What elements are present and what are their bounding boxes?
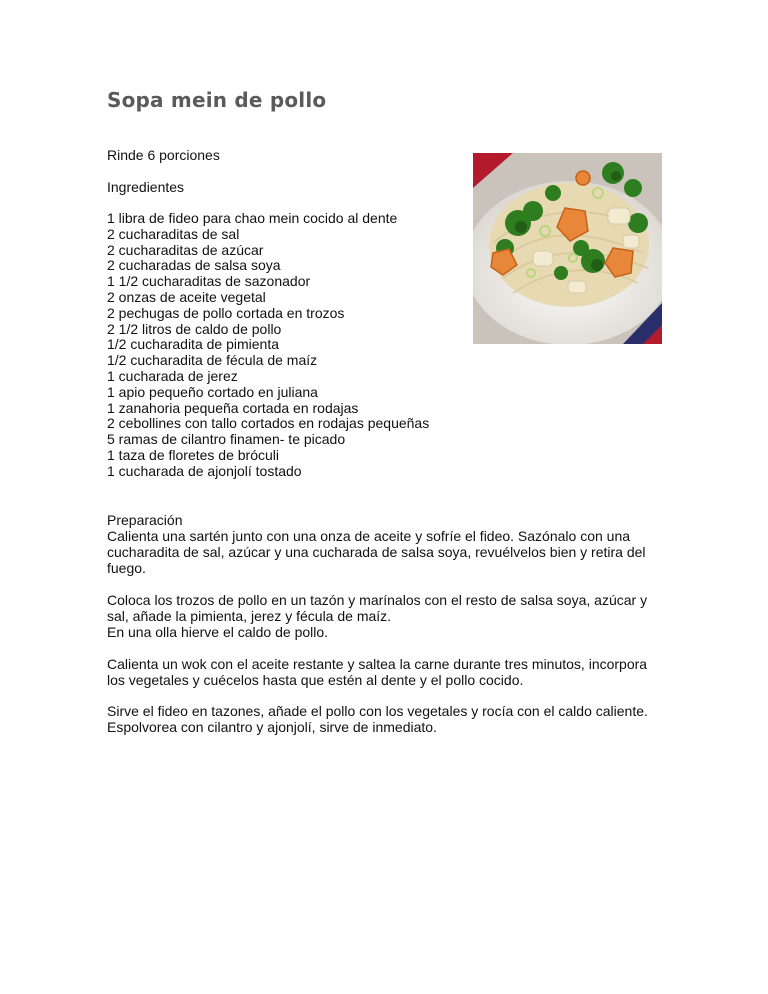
dish-photo-icon — [473, 153, 662, 344]
list-item: 1 1/2 cucharaditas de sazonador — [107, 273, 311, 290]
preparation-step-2 — [107, 592, 667, 640]
list-item: 5 ramas de cilantro finamen- te picado — [107, 431, 346, 448]
list-item: 1/2 cucharadita de pimienta — [107, 336, 279, 353]
list-item: 1/2 cucharadita de fécula de maíz — [107, 352, 318, 369]
list-item: 2 cucharadas de salsa soya — [107, 257, 281, 274]
list-item: 2 1/2 litros de caldo de pollo — [107, 320, 282, 337]
list-item: 1 cucharada de jerez — [107, 367, 238, 384]
preparation-step-2-note: En una olla hierve el caldo de pollo. — [107, 624, 329, 640]
list-item: 1 libra de fideo para chao mein cocido al dente — [107, 210, 398, 226]
recipe-yield: Rinde 6 porciones — [107, 147, 220, 163]
preparation-step-3: Calienta un wok con el aceite restante y saltea la carne durante tres minutos, incorpora los vegetales y cuécelos hasta que estén al dente y el pollo cocido. — [107, 656, 648, 688]
list-item: 2 cucharaditas de azúcar — [107, 241, 264, 258]
list-item: 1 apio pequeño cortado en juliana — [107, 383, 318, 400]
preparation-step-4: Sirve el fideo en tazones, añade el pollo con los vegetales y rocía con el caldo caliente. Espolvorea con cilantro y ajonjolí, sirve de inmediato. — [107, 703, 648, 735]
list-item: 2 cucharaditas de sal — [107, 225, 240, 242]
ingredients-list — [107, 211, 429, 480]
list-item: 1 zanahoria pequeña cortada en rodajas — [107, 399, 359, 416]
preparation-step-1: Calienta una sartén junto con una onza de aceite y sofríe el fideo. Sazónalo con una cucharadita de sal, azúcar y una cucharada de salsa soya, revuélvelos bien y retira del fuego. — [107, 528, 646, 576]
list-item: 2 onzas de aceite vegetal — [107, 288, 266, 305]
list-item: 1 cucharada de ajonjolí tostado — [107, 462, 302, 479]
recipe-title: Sopa mein de pollo — [107, 88, 327, 112]
list-item: 1 taza de floretes de bróculi — [107, 446, 279, 463]
list-item: 2 cebollines con tallo cortados en rodajas pequeñas — [107, 415, 430, 432]
list-item: 2 pechugas de pollo cortada en trozos — [107, 304, 345, 321]
preparation-step-2-text: Coloca los trozos de pollo en un tazón y marínalos con el resto de salsa soya, azúcar y sal, añade la pimienta, jerez y fécula de maíz. — [107, 592, 648, 624]
ingredients-heading: Ingredientes — [107, 179, 185, 195]
preparation-heading: Preparación — [107, 512, 183, 528]
